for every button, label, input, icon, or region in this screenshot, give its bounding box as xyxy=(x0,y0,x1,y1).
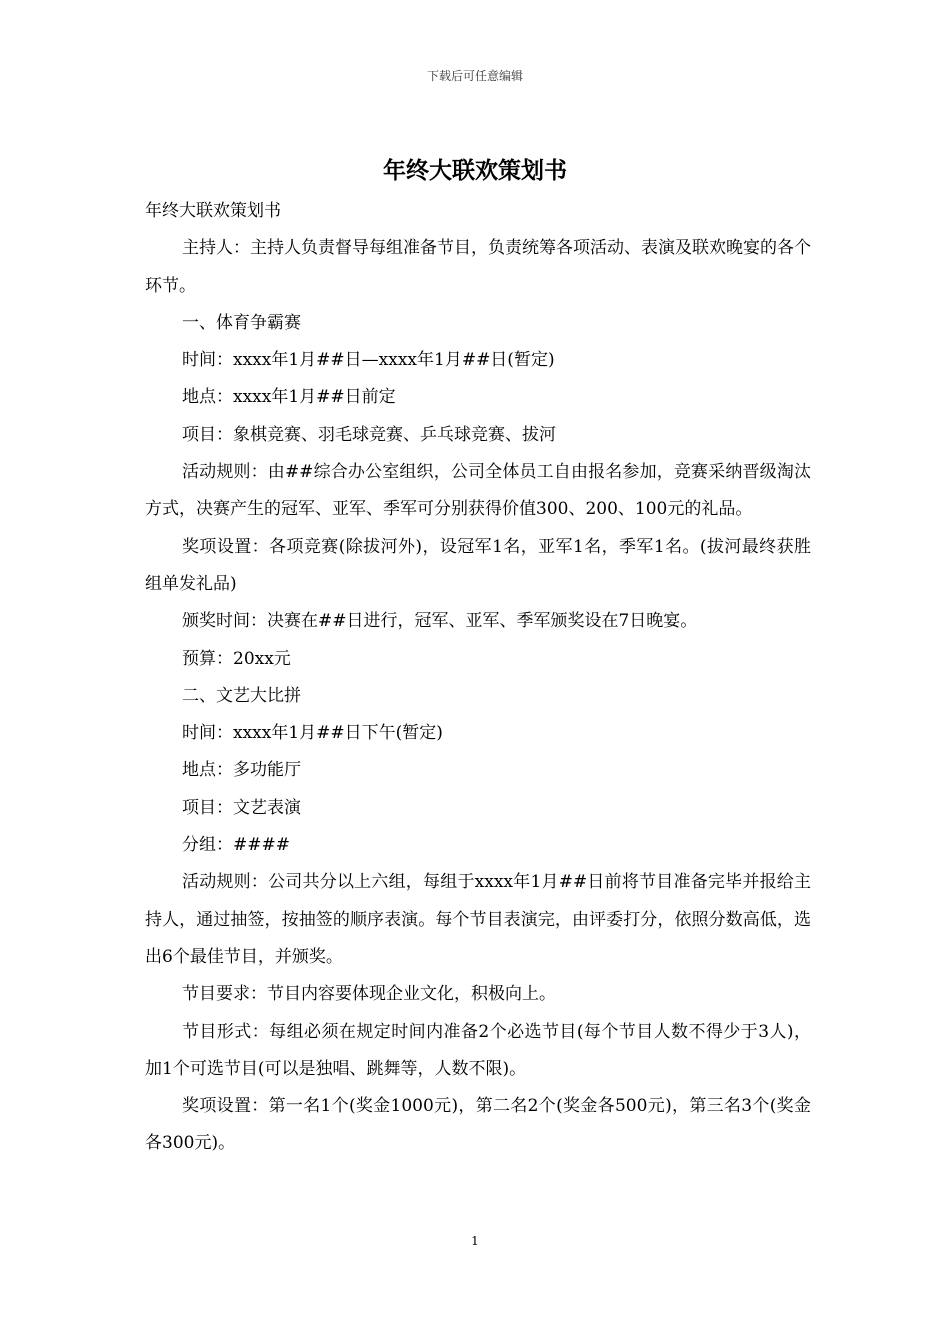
paragraph-arts-awards: 奖项设置：第一名1个(奖金1000元)，第二名2个(奖金各500元)，第三名3个(奖金各300元)。 xyxy=(145,1096,811,1154)
section-heading-arts: 二、文艺大比拼 xyxy=(182,685,301,706)
paragraph-arts-time: 时间：xxxx年1月##日下午(暂定) xyxy=(182,723,443,744)
page-number: 1 xyxy=(471,1234,479,1248)
paragraph-arts-rules: 活动规则：公司共分以上六组，每组于xxxx年1月##日前将节目准备完毕并报给主持人，通过抽签，按抽签的顺序表演。每个节目表演完，由评委打分，依照分数高低，选出6个最佳节目，并颁奖。 xyxy=(145,872,811,967)
paragraph-host: 主持人：主持人负责督导每组准备节目，负责统筹各项活动、表演及联欢晚宴的各个环节。 xyxy=(145,238,811,296)
paragraph-sports-rules: 活动规则：由##综合办公室组织，公司全体员工自由报名参加，竞赛采纳晋级淘汰方式，决赛产生的冠军、亚军、季军可分别获得价值300、200、100元的礼品。 xyxy=(145,462,811,520)
section-heading-sports: 一、体育争霸赛 xyxy=(182,312,301,333)
document-subtitle: 年终大联欢策划书 xyxy=(145,201,281,221)
paragraph-sports-time: 时间：xxxx年1月##日—xxxx年1月##日(暂定) xyxy=(182,350,555,371)
paragraph-arts-location: 地点：多功能厅 xyxy=(182,760,301,781)
paragraph-sports-events: 项目：象棋竞赛、羽毛球竞赛、乒乓球竞赛、拔河 xyxy=(182,424,556,445)
document-body xyxy=(145,193,811,1163)
paragraph-arts-requirements: 节目要求：节目内容要体现企业文化，积极向上。 xyxy=(182,984,556,1005)
paragraph-sports-location: 地点：xxxx年1月##日前定 xyxy=(182,387,396,408)
paragraph-sports-awards: 奖项设置：各项竞赛(除拔河外)，设冠军1名，亚军1名，季军1名。(拔河最终获胜组单发礼品) xyxy=(145,536,811,594)
document-title: 年终大联欢策划书 xyxy=(383,157,567,184)
paragraph-arts-events: 项目：文艺表演 xyxy=(182,797,301,818)
paragraph-sports-budget: 预算：20xx元 xyxy=(182,648,291,669)
paragraph-arts-format: 节目形式：每组必须在规定时间内准备2个必选节目(每个节目人数不得少于3人)，加1个可选节目(可以是独唱、跳舞等，人数不限)。 xyxy=(145,1021,811,1079)
page-header-note: 下载后可任意编辑 xyxy=(426,69,523,83)
paragraph-sports-ceremony: 颁奖时间：决赛在##日进行，冠军、亚军、季军颁奖设在7日晚宴。 xyxy=(182,611,698,632)
paragraph-arts-groups: 分组：#### xyxy=(182,835,290,856)
